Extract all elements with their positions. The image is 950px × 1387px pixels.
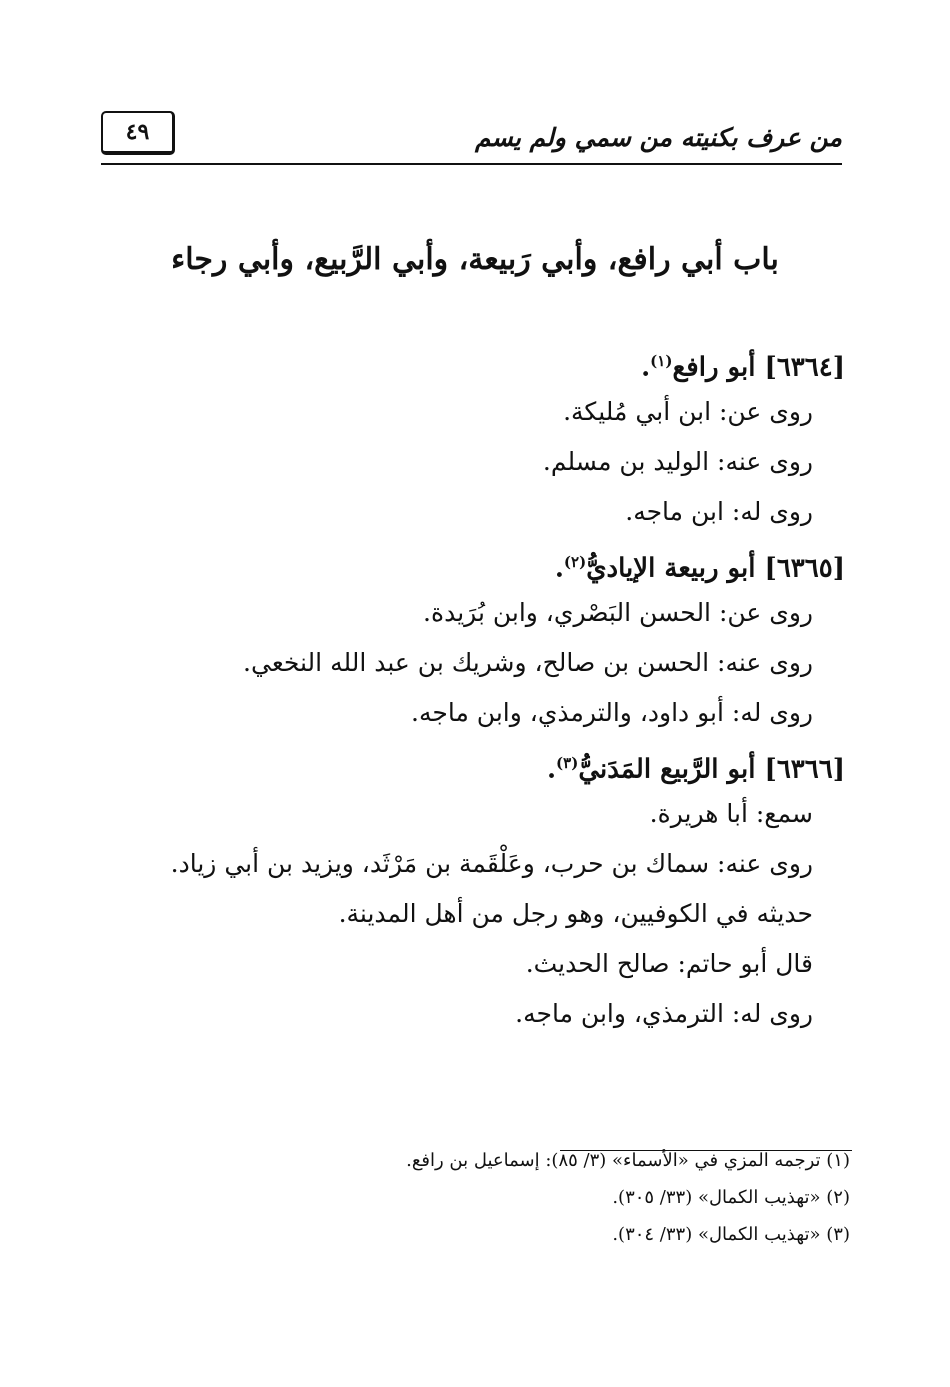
footnote-marker: (٣)	[556, 754, 579, 772]
entry-line: روى عن: الحسن البَصْري، وابن بُرَيدة.	[423, 598, 813, 627]
entry-number: [٦٣٦٤]	[764, 352, 845, 383]
entry-name: أبو ربيعة الإياديُّ	[586, 553, 756, 584]
entry-line: روى عنه: الحسن بن صالح، وشريك بن عبد الله النخعي.	[243, 648, 813, 677]
entry-name: أبو رافع	[672, 352, 756, 383]
entry-line: روى عنه: الوليد بن مسلم.	[542, 447, 813, 476]
entry-number: [٦٣٦٥]	[764, 553, 845, 584]
running-title: من عرف بكنيته من سمي ولم يسم	[475, 123, 842, 152]
entry-line: قال أبو حاتم: صالح الحديث.	[525, 949, 813, 978]
entry-name: أبو الرَّبيع المَدَنيُّ	[578, 754, 756, 785]
entry-line: روى له: الترمذي، وابن ماجه.	[515, 999, 813, 1028]
entry-number: [٦٣٦٦]	[764, 754, 845, 785]
entry-line: روى عن: ابن أبي مُليكة.	[563, 397, 813, 426]
entry-line: روى له: أبو داود، والترمذي، وابن ماجه.	[411, 698, 813, 727]
entry-line: روى عنه: سماك بن حرب، وعَلْقَمة بن مَرْثَد، ويزيد بن أبي زياد.	[170, 849, 813, 878]
entry-heading: [٦٣٦٤] أبو رافع$^{(١)}$.	[641, 352, 845, 383]
entry-heading: [٦٣٦٥] أبو ربيعة الإياديُّ$^{(٢)}$.	[554, 553, 845, 584]
entry-line: روى له: ابن ماجه.	[625, 497, 813, 526]
entry-line: سمع: أبا هريرة.	[649, 799, 813, 828]
footnote: (٣) «تهذيب الكمال» (٣٣/ ٣٠٤).	[612, 1224, 850, 1245]
footnote: (١) ترجمه المزي في «الأسماء» (٣/ ٨٥): إسماعيل بن رافع.	[406, 1150, 850, 1171]
footnote-marker: (٢)	[563, 553, 587, 571]
entry-line: حديثه في الكوفيين، وهو رجل من أهل المدينة.	[338, 899, 813, 928]
chapter-title: باب أبي رافع، وأبي رَبيعة، وأبي الرَّبيع، وأبي رجاء	[171, 242, 779, 277]
footnote-marker: (١)	[650, 352, 673, 370]
page-number: ٤٩	[101, 111, 175, 155]
entry-heading: [٦٣٦٦] أبو الرَّبيع المَدَنيُّ$^{(٣)}$.	[546, 754, 845, 785]
footnote: (٢) «تهذيب الكمال» (٣٣/ ٣٠٥).	[612, 1187, 850, 1208]
